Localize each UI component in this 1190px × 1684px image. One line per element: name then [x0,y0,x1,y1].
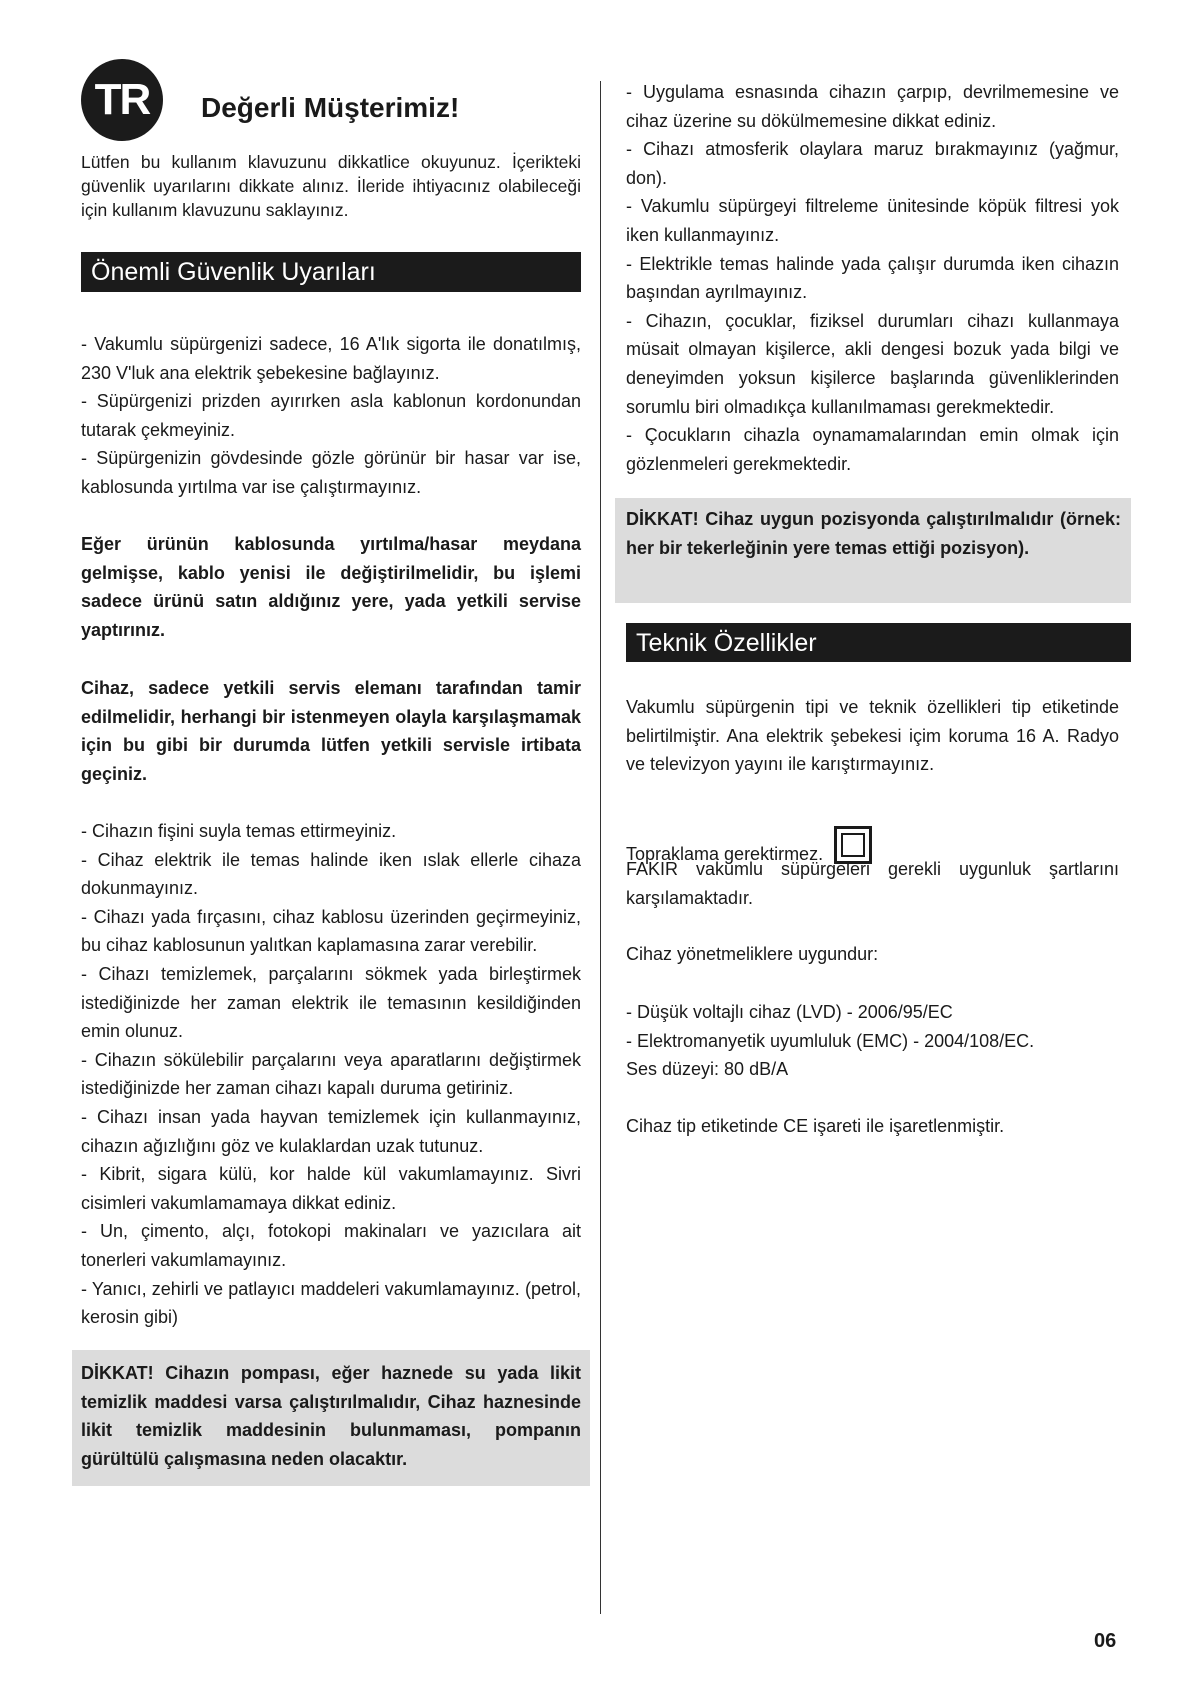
list-item: - Süpürgenizin gövdesinde gözle görünür bir hasar var ise, kablosunda yırtılma var ise çalıştırmayınız. [81,448,581,497]
cable-warning: Eğer ürünün kablosunda yırtılma/hasar meydana gelmişse, kablo yenisi ile değiştirilmelidir, bu işlemi sadece ürünü satın aldığınız yere, yada yetkili servise yaptırınız. [81,534,581,640]
column-divider [600,81,601,1614]
position-warning-text: DİKKAT! Cihaz uygun pozisyonda çalıştırılmalıdır (örnek: her bir tekerleğinin yere temas ettiği pozisyon). [626,509,1121,558]
noise-level: Ses düzeyi: 80 dB/A [626,1059,789,1080]
pump-warning-text: DİKKAT! Cihazın pompası, eğer haznede su yada likit temizlik maddesi varsa çalıştırılmalıdır, Cihaz haznesinde likit temizlik maddesinin bulunmaması, pompanın gürültülü çalışmasına neden olacaktır. [81,1363,581,1469]
fakir-compliance: FAKIR vakumlu süpürgeleri gerekli uygunluk şartlarını karşılamaktadır. [626,859,1119,908]
list-item: - Çocukların cihazla oynamamalarından emin olmak için gözlenmeleri gerekmektedir. [626,425,1119,474]
directive-list [626,998,1119,1084]
list-item: - Cihazı temizlemek, parçalarını sökmek yada birleştirmek istediğinizde her zaman elektrik ile temasının kesildiğinden emin olunuz. [81,963,581,1042]
service-warning: Cihaz, sadece yetkili servis elemanı tarafından tamir edilmelidir, herhangi bir istenmeyen olayla karşılaşmamak için bu gibi bir durumda lütfen yetkili servisle irtibata geçiniz. [81,678,581,784]
list-item: - Uygulama esnasında cihazın çarpıp, devrilmemesine ve cihaz üzerine su dökülmemesine dikkat ediniz. [626,82,1119,131]
compliance-heading: Cihaz yönetmeliklere uygundur: [626,944,879,964]
list-item: - Cihazın fişini suyla temas ettirmeyiniz. [81,821,397,841]
list-item: - Cihazı yada fırçasını, cihaz kablosu üzerinden geçirmeyiniz, bu cihaz kablosunun yalıtkan kaplamasına zarar verebilir. [81,906,581,956]
page-number: 06 [1094,1630,1117,1652]
tech-paragraph: Vakumlu süpürgenin tipi ve teknik özellikleri tip etiketinde belirtilmiştir. Ana elektrik şebekesi içim koruma 16 A. Radyo ve televizyon yayını ile karıştırmayınız. [626,697,1119,775]
ce-mark-text: Cihaz tip etiketinde CE işareti ile işaretlenmiştir. [626,1116,1005,1136]
list-item: - Un, çimento, alçı, fotokopi makinaları ve yazıcılara ait tonerleri vakumlamayınız. [81,1221,581,1270]
page-title: Değerli Müşterimiz! [201,92,460,123]
list-item: - Elektromanyetik uyumluluk (EMC) - 2004/108/EC. [626,1030,1035,1051]
list-item: - Yanıcı, zehirli ve patlayıcı maddeleri vakumlamayınız. (petrol, kerosin gibi) [81,1278,581,1328]
list-item: - Vakumlu süpürgenizi sadece, 16 A'lık sigorta ile donatılmış, 230 V'luk ana elektrik şebekesine bağlayınız. [81,334,581,383]
tech-heading: Teknik Özellikler [626,623,1131,662]
list-item: - Cihazın, çocuklar, fiziksel durumları cihazı kullanmaya müsait olmayan kişilerce, akli dengesi bozuk yada bilgi ve deneyimden yoksun kişilerce başlarında güvenliklerinden sorumlu biri olmadıkça kullanılmaması gerekmektedir. [626,310,1119,417]
intro-text: Lütfen bu kullanım klavuzunu dikkatlice okuyunuz. İçerikteki güvenlik uyarılarını dikkate alınız. İleride ihtiyacınız olabileceği için kullanım klavuzunu saklayınız. [81,152,581,220]
list-item: - Elektrikle temas halinde yada çalışır durumda iken cihazın başından ayrılmayınız. [626,253,1119,303]
safety-list-3 [626,78,1119,478]
list-item: - Cihaz elektrik ile temas halinde iken ıslak ellerle cihaza dokunmayınız. [81,849,581,899]
list-item: - Cihazın sökülebilir parçalarını veya aparatlarını değiştirmek istediğinizde her zaman cihazı kapalı duruma getiriniz. [81,1049,581,1099]
language-badge: TR [81,59,163,141]
safety-list-1 [81,330,581,502]
list-item: - Cihazı atmosferik olaylara maruz bırakmayınız (yağmur, don). [626,139,1119,188]
list-item: - Süpürgenizi prizden ayırırken asla kablonun kordonundan tutarak çekmeyiniz. [81,391,581,440]
safety-heading: Önemli Güvenlik Uyarıları [81,252,581,292]
pump-warning-box [72,1350,590,1486]
list-item: - Düşük voltajlı cihaz (LVD) - 2006/95/EC [626,1002,953,1022]
list-item: - Vakumlu süpürgeyi filtreleme ünitesinde köpük filtresi yok iken kullanmayınız. [626,196,1119,245]
grounding-text: Topraklama gerektirmez. [626,844,824,864]
position-warning-box [615,498,1131,603]
list-item: - Kibrit, sigara külü, kor halde kül vakumlamayınız. Sivri cisimleri vakumlamamaya dikkat ediniz. [81,1164,581,1213]
list-item: - Cihazı insan yada hayvan temizlemek için kullanmayınız, cihazın ağızlığını göz ve kulaklardan uzak tutunuz. [81,1106,581,1156]
safety-list-2 [81,817,581,1332]
